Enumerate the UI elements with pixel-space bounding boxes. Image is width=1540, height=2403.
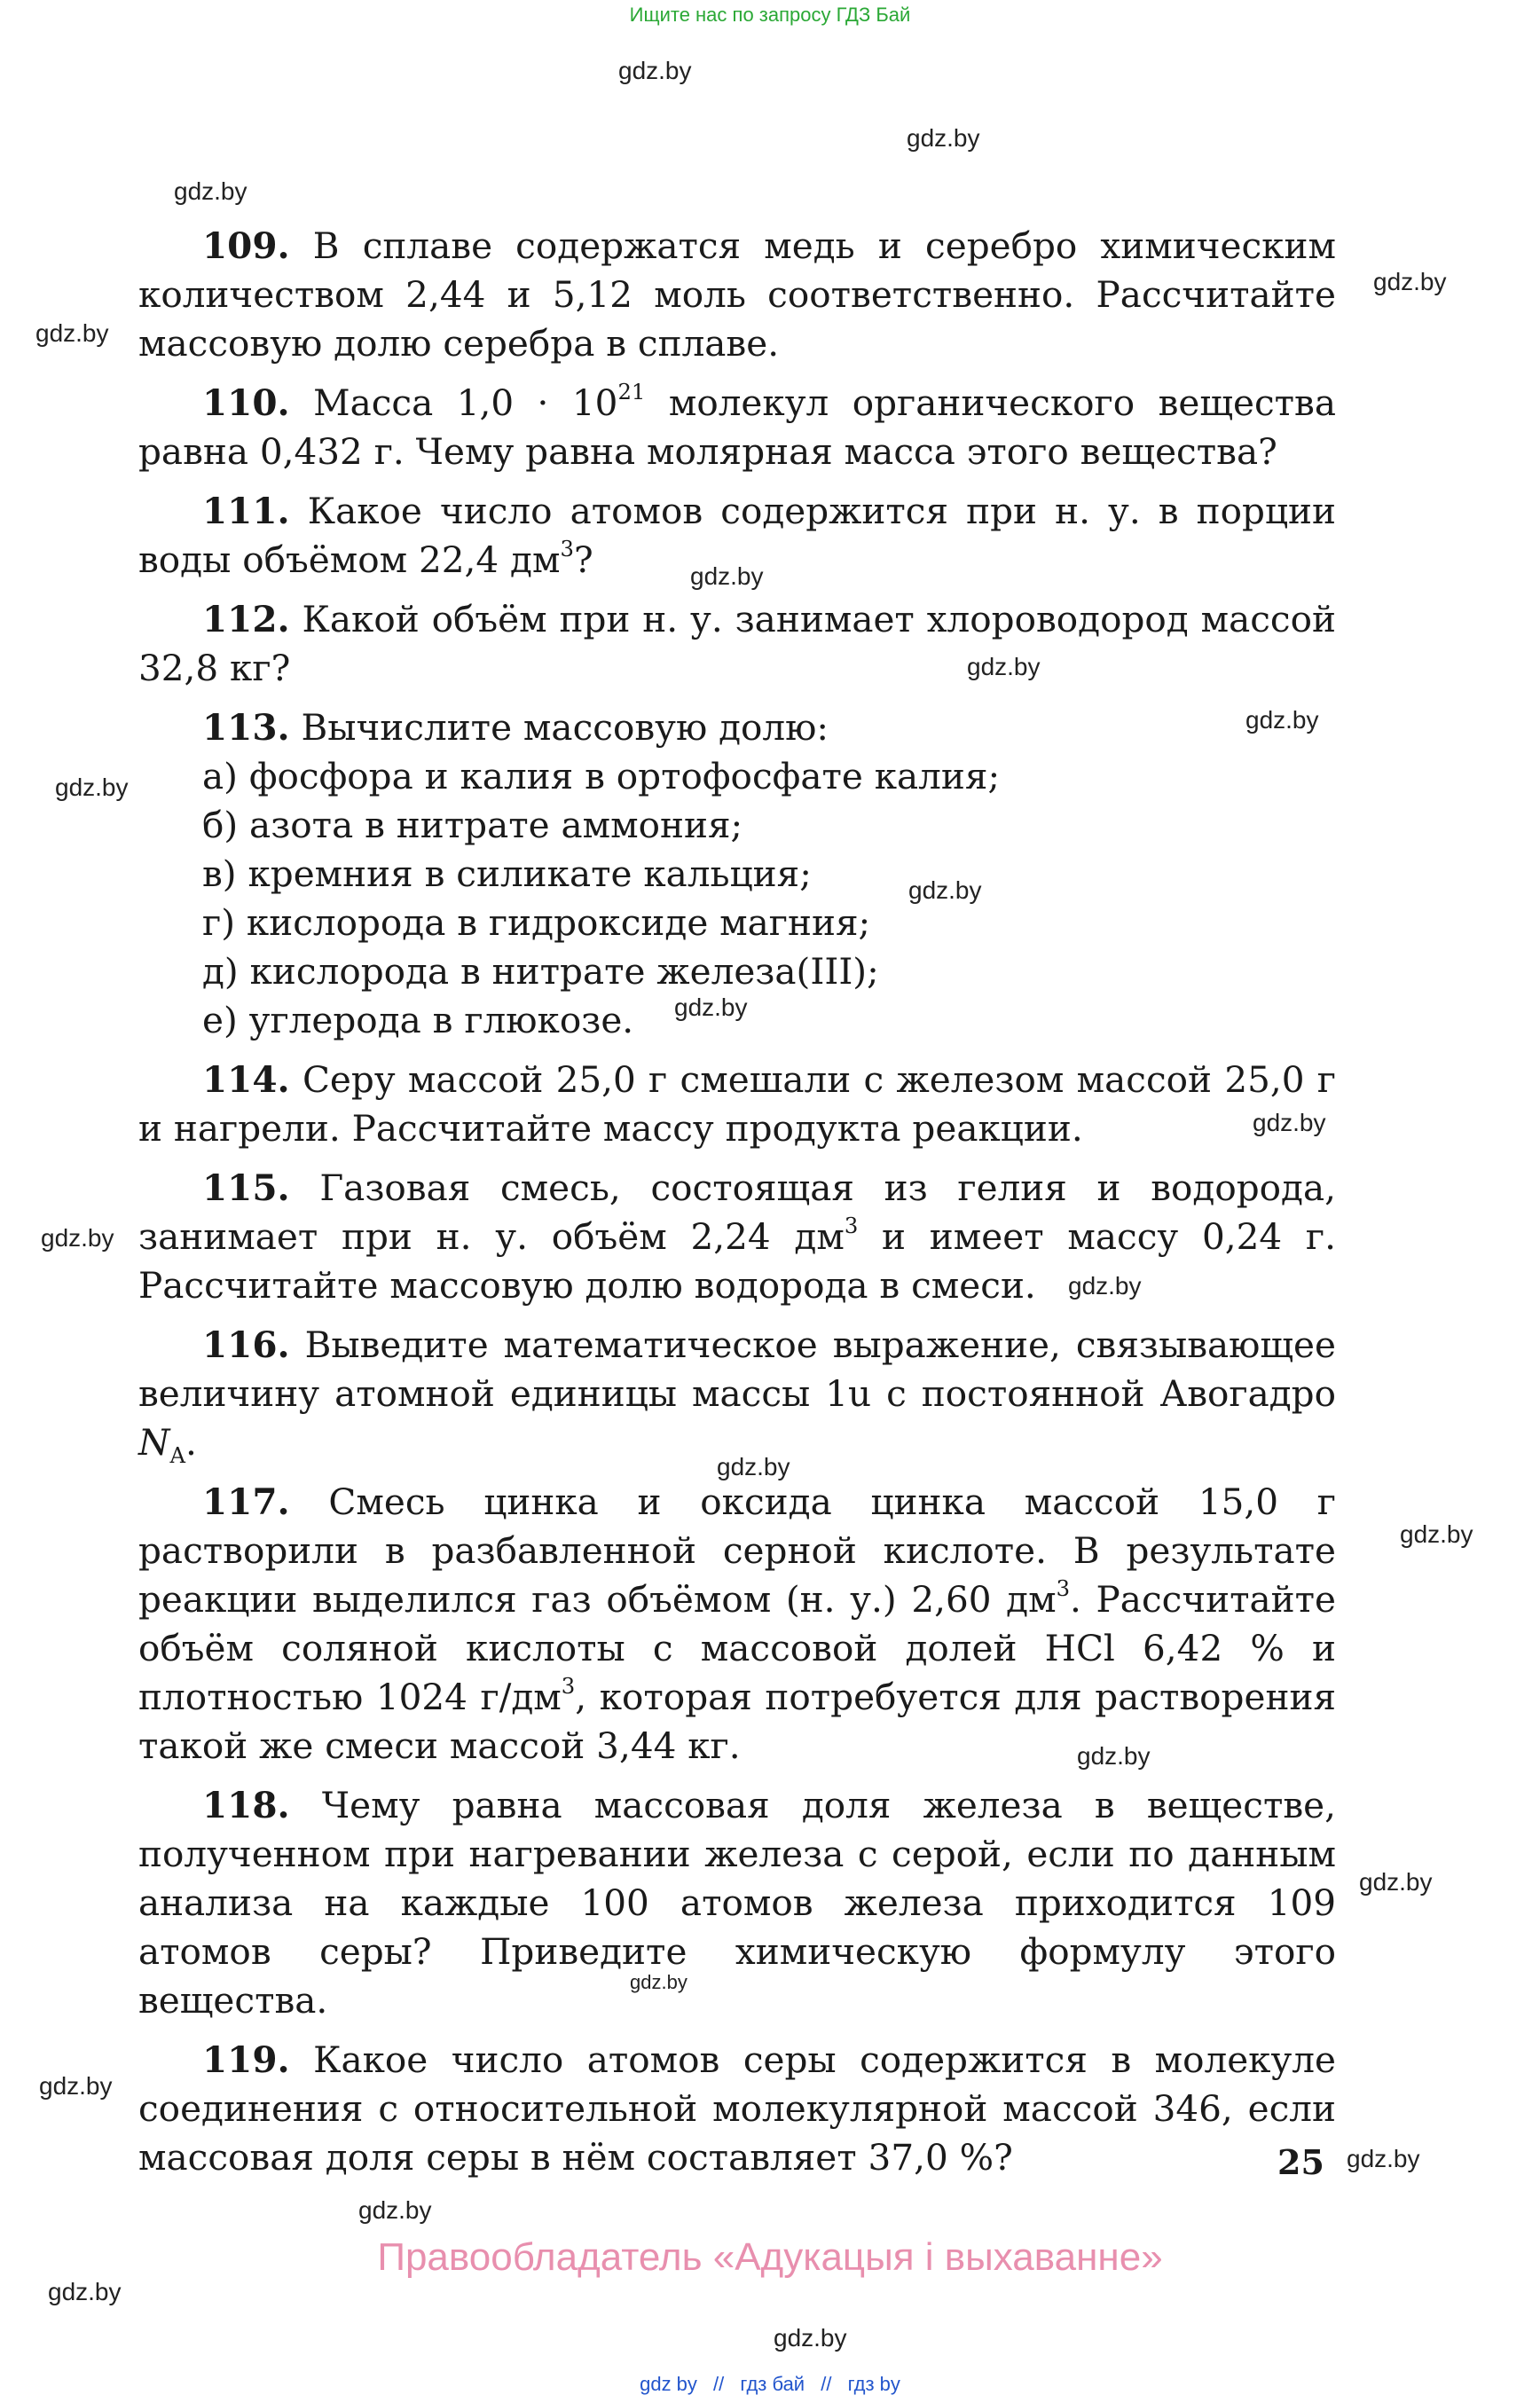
problem-116: 116. Выведите математическое выражение, связывающее величину атомной единицы массы 1u с постоянной Авогадро $N_A$. [138, 1323, 1336, 1469]
footer-link[interactable]: гдз by [847, 2373, 900, 2395]
header-search-link[interactable]: Ищите нас по запросу ГДЗ Бай [629, 4, 911, 26]
problem-number: 111. [202, 490, 290, 532]
sub-item: г) кислорода в гидроксиде магния; [202, 901, 871, 944]
footer-links [0, 2373, 1540, 2396]
watermark: gdz.by [48, 2278, 122, 2305]
problem-111: 111. Какое число атомов содержится при н. у. в порции воды объёмом 22,4 $дм^3$? [138, 490, 1337, 581]
problem-112: 112. Какой объём при н. у. занимает хлороводород массой 32,8 кг? [138, 598, 1336, 689]
watermark: gdz.by [41, 1224, 114, 1252]
watermark: gdz.by [1245, 706, 1319, 734]
watermark: gdz.by [1347, 2145, 1420, 2172]
watermark: gdz.by [55, 774, 129, 801]
problem-117: 117. Смесь цинка и оксида цинка массой 15,0 г растворили в разбавленной серной кислоте. В результате реакции выделился газ объёмом (н. у.) 2,60 $дм^3$. Рассчитайте объём соляной кислоты с массовой долей HCl 6,42 % и плотностью 1024 $г/дм^3$, которая потребуется для растворения такой же смеси массой 3,44 кг. [138, 1480, 1337, 1767]
copyright-notice: Правообладатель «Адукацыя і выхаванне» [377, 2235, 1163, 2279]
problem-number: 113. [202, 706, 290, 749]
sub-item: а) фосфора и калия в ортофосфате калия; [202, 755, 1001, 797]
sub-item: д) кислорода в нитрате железа(III); [202, 950, 879, 993]
footer-separator: // [713, 2373, 725, 2395]
watermark: gdz.by [674, 993, 748, 1021]
problem-118: 118. Чему равна массовая доля железа в веществе, полученном при нагревании железа с серой, если по данным анализа на каждые 100 атомов железа приходится 109 атомов серы? Приведите химическую формулу этого вещества. [138, 1784, 1336, 2022]
watermark: gdz.by [908, 876, 982, 904]
watermark: gdz.by [907, 124, 980, 152]
watermark: gdz.by [717, 1453, 790, 1480]
watermark: gdz.by [174, 177, 248, 205]
watermark: gdz.by [1359, 1868, 1433, 1896]
watermark: gdz.by [35, 319, 109, 347]
problem-number: 112. [202, 598, 290, 640]
watermark: gdz.by [967, 653, 1041, 680]
footer-separator: // [821, 2373, 832, 2395]
problem-110: 110. Масса $1,0 \cdot 10^{21}$ молекул органического вещества равна 0,432 г. Чему равна молярная масса этого вещества? [138, 378, 1336, 473]
problem-115: 115. Газовая смесь, состоящая из гелия и водорода, занимает при н. у. объём 2,24 $дм^3$ и имеет массу 0,24 г. Рассчитайте массовую долю водорода в смеси. [138, 1166, 1337, 1307]
sub-item: в) кремния в силикате кальция; [202, 852, 812, 895]
sub-item: е) углерода в глюкозе. [202, 999, 634, 1041]
watermark: gdz.by [1068, 1272, 1142, 1300]
watermark: gdz.by [39, 2072, 113, 2100]
watermark: gdz.by [1077, 1742, 1151, 1770]
page-number: 25 [1277, 2142, 1324, 2182]
problem-list [138, 222, 1336, 2193]
problem-114: 114. Серу массой 25,0 г смешали с железом массой 25,0 г и нагрели. Рассчитайте массу продукта реакции. [138, 1058, 1336, 1150]
watermark: gdz.by [774, 2324, 847, 2352]
watermark: gdz.by [690, 562, 764, 590]
watermark: gdz.by [618, 57, 692, 84]
problem-number: 118. [202, 1784, 290, 1826]
footer-link[interactable]: gdz by [640, 2373, 697, 2395]
problem-109: 109. В сплаве содержатся медь и серебро химическим количеством 2,44 и 5,12 моль соответственно. Рассчитайте массовую долю серебра в сплаве. [138, 224, 1336, 365]
problem-number: 116. [202, 1323, 290, 1366]
problem-number: 119. [202, 2038, 290, 2081]
watermark: gdz.by [630, 1971, 688, 1993]
problem-number: 109. [202, 224, 290, 267]
problem-113: 113. Вычислите массовую долю: а) фосфора и калия в ортофосфате калия; б) азота в нитрате аммония; в) кремния в силикате кальция; г) кислорода в гидроксиде магния; д) кислорода в нитрате железа(III); е) углерода в глюкозе. [138, 703, 1336, 1045]
watermark: gdz.by [1400, 1520, 1473, 1548]
problem-119: 119. Какое число атомов серы содержится в молекуле соединения с относительной молекулярной массой 346, если массовая доля серы в нём составляет 37,0 %? [138, 2038, 1336, 2179]
sub-item: б) азота в нитрате аммония; [202, 804, 743, 846]
footer-link[interactable]: гдз бай [740, 2373, 805, 2395]
problem-number: 114. [202, 1058, 290, 1101]
watermark: gdz.by [358, 2196, 432, 2224]
problem-number: 115. [202, 1166, 290, 1209]
watermark: gdz.by [1253, 1109, 1326, 1136]
problem-number: 110. [202, 381, 290, 424]
watermark: gdz.by [1373, 268, 1447, 295]
problem-number: 117. [202, 1480, 290, 1523]
